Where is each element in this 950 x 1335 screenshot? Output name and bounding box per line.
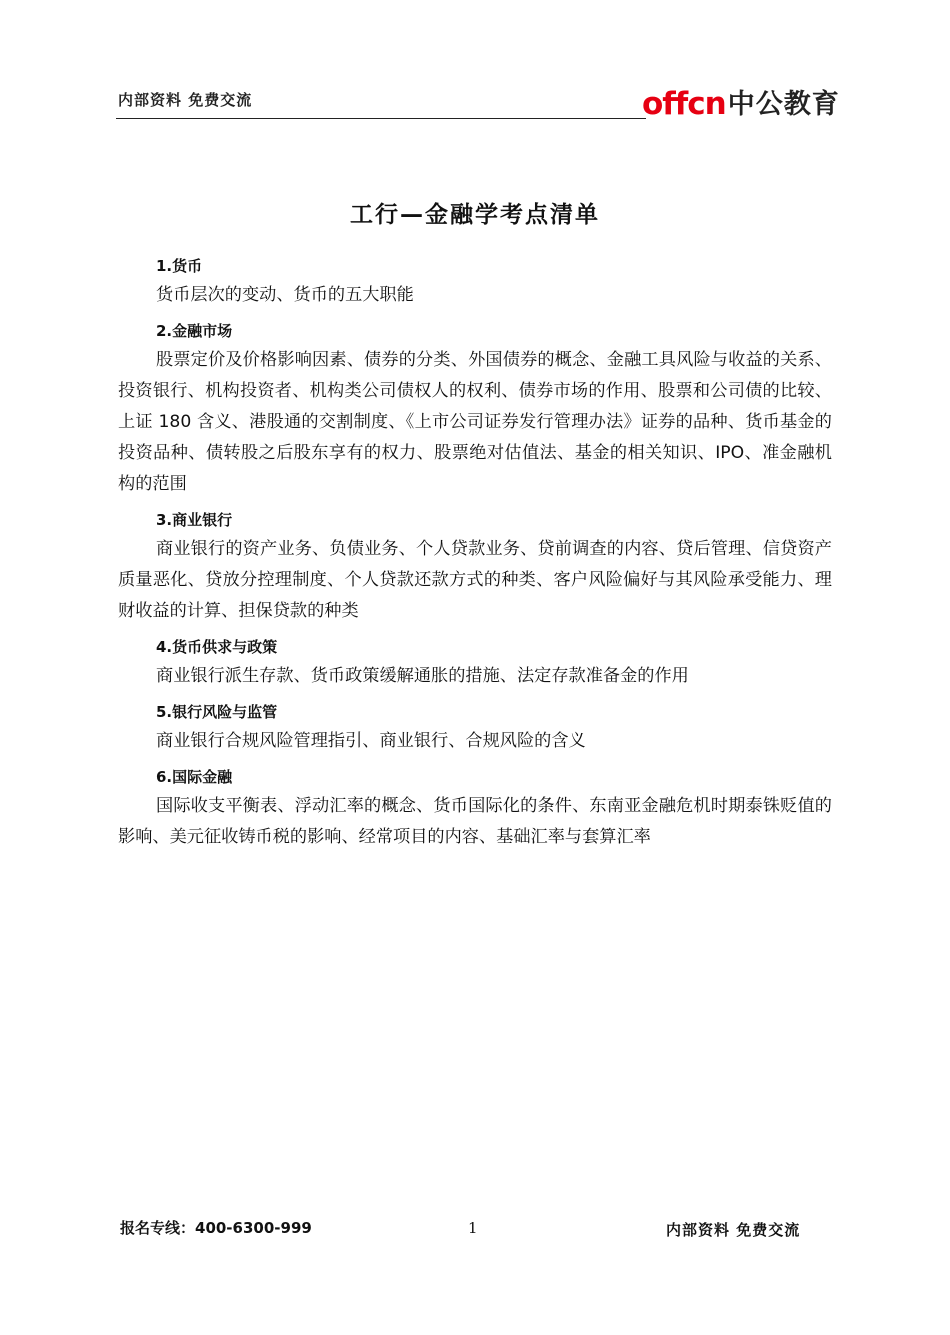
page-number: 1 bbox=[468, 1219, 478, 1237]
document-body bbox=[118, 254, 832, 853]
section-body-money-supply-policy: 商业银行派生存款、货币政策缓解通胀的措施、法定存款准备金的作用 bbox=[156, 666, 689, 686]
section-body-international-finance: 国际收支平衡表、浮动汇率的概念、货币国际化的条件、东南亚金融危机时期泰铢贬值的影响、美元征收铸币税的影响、经常项目的内容、基础汇率与套算汇率 bbox=[118, 796, 832, 847]
section-body-money: 货币层次的变动、货币的五大职能 bbox=[156, 285, 414, 305]
section-body-financial-market: 股票定价及价格影响因素、债券的分类、外国债券的概念、金融工具风险与收益的关系、投资银行、机构投资者、机构类公司债权人的权利、债券市场的作用、股票和公司债的比较、上证 180 含义、港股通的交割制度、《上市公司证券发行管理办法》证券的品种、货币基金的投资品种、债转股之后股东享有的权力、股票绝对估值法、基金的相关知识、IPO、准金融机构的范围 bbox=[118, 350, 832, 494]
logo-latin-text: offcn bbox=[642, 86, 726, 122]
offcn-logo bbox=[642, 76, 840, 120]
section-heading-bank-risk: 5.银行风险与监管 bbox=[156, 703, 278, 721]
section-heading-money-supply-policy: 4.货币供求与政策 bbox=[156, 638, 278, 656]
logo-chinese-text: 中公教育 bbox=[727, 89, 840, 120]
section-heading-commercial-bank: 3.商业银行 bbox=[156, 511, 233, 529]
document-title: 工行—金融学考点清单 bbox=[350, 202, 600, 228]
footer-note: 内部资料 免费交流 bbox=[666, 1221, 801, 1239]
section-heading-financial-market: 2.金融市场 bbox=[156, 322, 233, 340]
header-note: 内部资料 免费交流 bbox=[118, 91, 253, 109]
section-body-commercial-bank: 商业银行的资产业务、负债业务、个人贷款业务、贷前调查的内容、贷后管理、信贷资产质量恶化、贷放分控理制度、个人贷款还款方式的种类、客户风险偏好与其风险承受能力、理财收益的计算、担保贷款的种类 bbox=[118, 539, 832, 621]
section-heading-international-finance: 6.国际金融 bbox=[156, 768, 233, 786]
section-body-bank-risk: 商业银行合规风险管理指引、商业银行、合规风险的含义 bbox=[156, 731, 586, 751]
header-divider bbox=[116, 118, 646, 119]
section-heading-money: 1.货币 bbox=[156, 257, 203, 275]
footer-hotline: 报名专线：400-6300-999 bbox=[120, 1219, 312, 1237]
